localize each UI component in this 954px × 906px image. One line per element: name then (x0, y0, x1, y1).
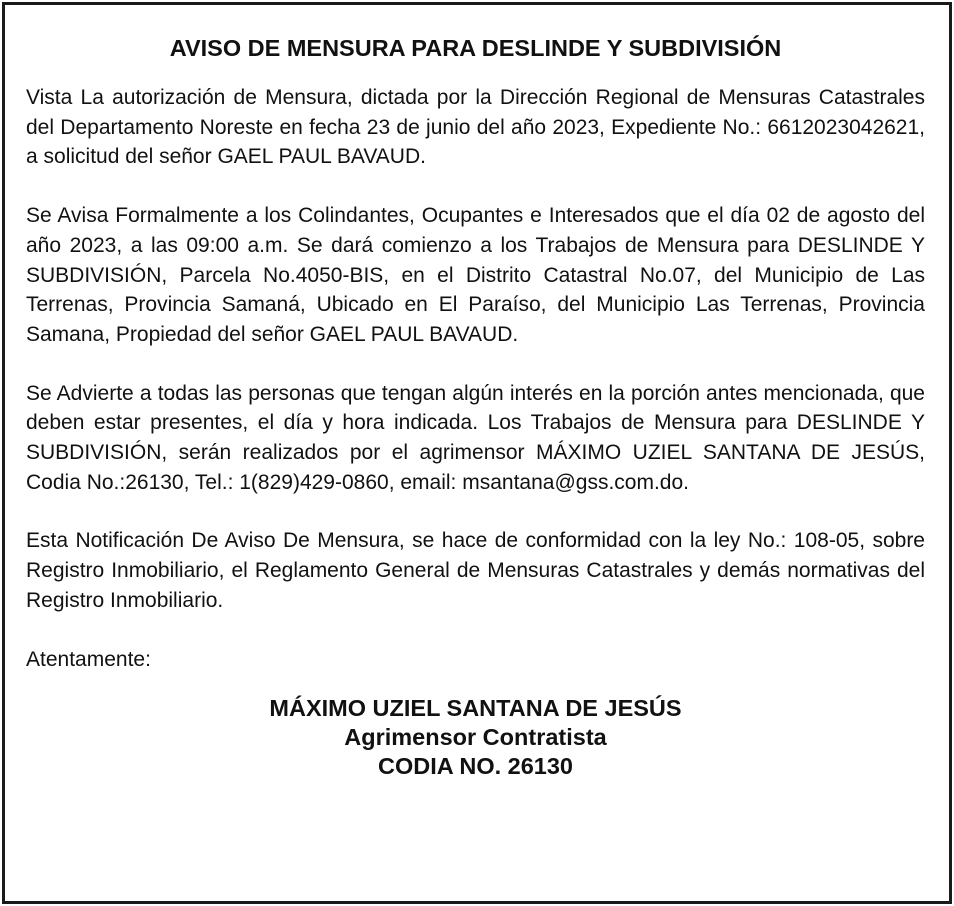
signature-codia: CODIA NO. 26130 (377, 753, 574, 780)
notice-box (2, 2, 952, 904)
closing-salutation: Atentamente: (26, 647, 151, 671)
paragraph-authorization: Vista La autorización de Mensura, dictada por la Dirección Regional de Mensuras Catastrales del Departamento Noreste en fecha 23 de junio del año 2023, Expediente No.: 6612023042621, a solicitud del señor GAEL PAUL BAVAUD. (26, 86, 925, 169)
paragraph-legal-basis: Esta Notificación De Aviso De Mensura, se hace de conformidad con la ley No.: 108-05, sobre Registro Inmobiliario, el Reglamento General de Mensuras Catastrales y demás normativas del Registro Inmobiliario. (26, 529, 925, 612)
signature-name: MÁXIMO UZIEL SANTANA DE JESÚS (269, 695, 682, 722)
notice-title: AVISO DE MENSURA PARA DESLINDE Y SUBDIVISIÓN (169, 35, 782, 61)
signature-role: Agrimensor Contratista (344, 724, 607, 751)
signature-block (26, 694, 925, 781)
paragraph-formal-notice: Se Avisa Formalmente a los Colindantes, Ocupantes e Interesados que el día 02 de agosto del año 2023, a las 09:00 a.m. Se dará comienzo a los Trabajos de Mensura para DESLINDE Y SUBDIVISIÓN, Parcela No.4050-BIS, en el Distrito Catastral No.07, del Municipio de Las Terrenas, Provincia Samaná, Ubicado en El Paraíso, del Municipio Las Terrenas, Provincia Samana, Propiedad del señor GAEL PAUL BAVAUD. (26, 204, 925, 346)
paragraph-warning: Se Advierte a todas las personas que tengan algún interés en la porción antes mencionada, que deben estar presentes, el día y hora indicada. Los Trabajos de Mensura para DESLINDE Y SUBDIVISIÓN, serán realizados por el agrimensor MÁXIMO UZIEL SANTANA DE JESÚS, Codia No.:26130, Tel.: 1(829)429-0860, email: msantana@gss.com.do. (26, 381, 925, 494)
